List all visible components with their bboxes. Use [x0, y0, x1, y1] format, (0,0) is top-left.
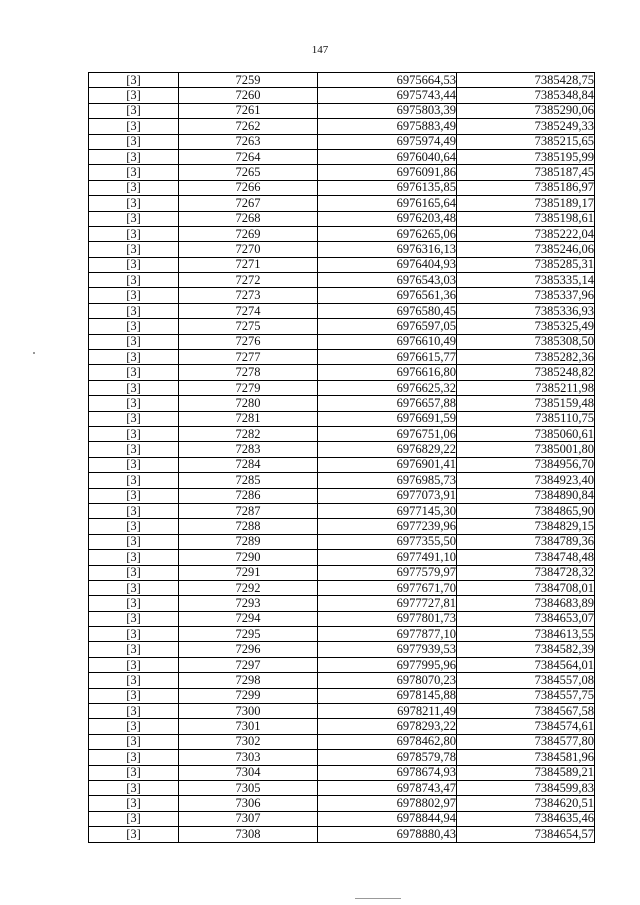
point-number-cell: 7294: [179, 611, 318, 626]
point-number-cell: 7300: [179, 704, 318, 719]
y-coordinate-cell: 7384577,80: [457, 734, 595, 749]
table-row: [89, 180, 595, 195]
row-ref-cell: [3]: [89, 242, 179, 257]
y-coordinate-cell: 7385060,61: [457, 426, 595, 441]
x-coordinate-cell: 6978844,94: [318, 811, 457, 826]
x-coordinate-cell: 6978802,97: [318, 796, 457, 811]
row-ref-cell: [3]: [89, 396, 179, 411]
row-ref-cell: [3]: [89, 134, 179, 149]
margin-mark: [33, 352, 35, 354]
row-ref-cell: [3]: [89, 319, 179, 334]
y-coordinate-cell: 7385001,80: [457, 442, 595, 457]
x-coordinate-cell: 6976543,03: [318, 273, 457, 288]
y-coordinate-cell: 7384620,51: [457, 796, 595, 811]
y-coordinate-cell: 7385249,33: [457, 119, 595, 134]
point-number-cell: 7302: [179, 734, 318, 749]
x-coordinate-cell: 6977579,97: [318, 565, 457, 580]
row-ref-cell: [3]: [89, 765, 179, 780]
x-coordinate-cell: 6977073,91: [318, 488, 457, 503]
x-coordinate-cell: 6976597,05: [318, 319, 457, 334]
x-coordinate-cell: 6978674,93: [318, 765, 457, 780]
point-number-cell: 7282: [179, 426, 318, 441]
point-number-cell: 7279: [179, 380, 318, 395]
row-ref-cell: [3]: [89, 780, 179, 795]
x-coordinate-cell: 6977355,50: [318, 534, 457, 549]
point-number-cell: 7265: [179, 165, 318, 180]
table-row: [89, 442, 595, 457]
point-number-cell: 7289: [179, 534, 318, 549]
y-coordinate-cell: 7384708,01: [457, 580, 595, 595]
point-number-cell: 7290: [179, 550, 318, 565]
table-row: [89, 103, 595, 118]
table-row: [89, 827, 595, 842]
row-ref-cell: [3]: [89, 226, 179, 241]
row-ref-cell: [3]: [89, 457, 179, 472]
table-row: [89, 426, 595, 441]
y-coordinate-cell: 7384789,36: [457, 534, 595, 549]
table-row: [89, 765, 595, 780]
point-number-cell: 7286: [179, 488, 318, 503]
point-number-cell: 7307: [179, 811, 318, 826]
table-body: [89, 73, 595, 843]
row-ref-cell: [3]: [89, 811, 179, 826]
row-ref-cell: [3]: [89, 719, 179, 734]
y-coordinate-cell: 7384582,39: [457, 642, 595, 657]
table-row: [89, 303, 595, 318]
y-coordinate-cell: 7385290,06: [457, 103, 595, 118]
y-coordinate-cell: 7385246,06: [457, 242, 595, 257]
table-row: [89, 196, 595, 211]
row-ref-cell: [3]: [89, 426, 179, 441]
x-coordinate-cell: 6976691,59: [318, 411, 457, 426]
row-ref-cell: [3]: [89, 611, 179, 626]
y-coordinate-cell: 7384574,61: [457, 719, 595, 734]
table-row: [89, 242, 595, 257]
point-number-cell: 7292: [179, 580, 318, 595]
row-ref-cell: [3]: [89, 503, 179, 518]
table-row: [89, 73, 595, 88]
y-coordinate-cell: 7385110,75: [457, 411, 595, 426]
y-coordinate-cell: 7385325,49: [457, 319, 595, 334]
x-coordinate-cell: 6978462,80: [318, 734, 457, 749]
table-row: [89, 688, 595, 703]
table-row: [89, 719, 595, 734]
row-ref-cell: [3]: [89, 73, 179, 88]
x-coordinate-cell: 6976657,88: [318, 396, 457, 411]
table-row: [89, 334, 595, 349]
table-row: [89, 550, 595, 565]
y-coordinate-cell: 7384613,55: [457, 627, 595, 642]
row-ref-cell: [3]: [89, 303, 179, 318]
y-coordinate-cell: 7384635,46: [457, 811, 595, 826]
point-number-cell: 7268: [179, 211, 318, 226]
point-number-cell: 7303: [179, 750, 318, 765]
point-number-cell: 7283: [179, 442, 318, 457]
x-coordinate-cell: 6976625,32: [318, 380, 457, 395]
y-coordinate-cell: 7384653,07: [457, 611, 595, 626]
x-coordinate-cell: 6976829,22: [318, 442, 457, 457]
x-coordinate-cell: 6978880,43: [318, 827, 457, 842]
table-row: [89, 580, 595, 595]
point-number-cell: 7263: [179, 134, 318, 149]
x-coordinate-cell: 6978211,49: [318, 704, 457, 719]
table-row: [89, 149, 595, 164]
y-coordinate-cell: 7385186,97: [457, 180, 595, 195]
table-row: [89, 488, 595, 503]
point-number-cell: 7299: [179, 688, 318, 703]
row-ref-cell: [3]: [89, 704, 179, 719]
x-coordinate-cell: 6976203,48: [318, 211, 457, 226]
table-row: [89, 750, 595, 765]
row-ref-cell: [3]: [89, 257, 179, 272]
y-coordinate-cell: 7384728,32: [457, 565, 595, 580]
row-ref-cell: [3]: [89, 442, 179, 457]
x-coordinate-cell: 6977801,73: [318, 611, 457, 626]
y-coordinate-cell: 7384748,48: [457, 550, 595, 565]
x-coordinate-cell: 6976615,77: [318, 350, 457, 365]
table-row: [89, 165, 595, 180]
y-coordinate-cell: 7385308,50: [457, 334, 595, 349]
y-coordinate-cell: 7385189,17: [457, 196, 595, 211]
y-coordinate-cell: 7384589,21: [457, 765, 595, 780]
x-coordinate-cell: 6977491,10: [318, 550, 457, 565]
x-coordinate-cell: 6976404,93: [318, 257, 457, 272]
table-row: [89, 411, 595, 426]
x-coordinate-cell: 6976610,49: [318, 334, 457, 349]
y-coordinate-cell: 7384557,75: [457, 688, 595, 703]
row-ref-cell: [3]: [89, 565, 179, 580]
point-number-cell: 7305: [179, 780, 318, 795]
table-row: [89, 257, 595, 272]
row-ref-cell: [3]: [89, 627, 179, 642]
row-ref-cell: [3]: [89, 411, 179, 426]
y-coordinate-cell: 7384654,57: [457, 827, 595, 842]
table-row: [89, 642, 595, 657]
point-number-cell: 7304: [179, 765, 318, 780]
row-ref-cell: [3]: [89, 350, 179, 365]
x-coordinate-cell: 6978070,23: [318, 673, 457, 688]
point-number-cell: 7285: [179, 473, 318, 488]
page-number: 147: [311, 44, 329, 56]
table-row: [89, 365, 595, 380]
y-coordinate-cell: 7384599,83: [457, 780, 595, 795]
point-number-cell: 7296: [179, 642, 318, 657]
x-coordinate-cell: 6978145,88: [318, 688, 457, 703]
row-ref-cell: [3]: [89, 519, 179, 534]
row-ref-cell: [3]: [89, 165, 179, 180]
table-row: [89, 596, 595, 611]
table-row: [89, 319, 595, 334]
x-coordinate-cell: 6976580,45: [318, 303, 457, 318]
y-coordinate-cell: 7385285,31: [457, 257, 595, 272]
y-coordinate-cell: 7385336,93: [457, 303, 595, 318]
row-ref-cell: [3]: [89, 534, 179, 549]
x-coordinate-cell: 6975803,39: [318, 103, 457, 118]
y-coordinate-cell: 7384890,84: [457, 488, 595, 503]
x-coordinate-cell: 6975883,49: [318, 119, 457, 134]
point-number-cell: 7269: [179, 226, 318, 241]
x-coordinate-cell: 6976040,64: [318, 149, 457, 164]
table-row: [89, 673, 595, 688]
row-ref-cell: [3]: [89, 734, 179, 749]
y-coordinate-cell: 7385335,14: [457, 273, 595, 288]
x-coordinate-cell: 6976901,41: [318, 457, 457, 472]
point-number-cell: 7306: [179, 796, 318, 811]
x-coordinate-cell: 6977239,96: [318, 519, 457, 534]
y-coordinate-cell: 7385187,45: [457, 165, 595, 180]
x-coordinate-cell: 6977939,53: [318, 642, 457, 657]
point-number-cell: 7308: [179, 827, 318, 842]
row-ref-cell: [3]: [89, 596, 179, 611]
point-number-cell: 7267: [179, 196, 318, 211]
table-row: [89, 457, 595, 472]
point-number-cell: 7277: [179, 350, 318, 365]
table-row: [89, 473, 595, 488]
row-ref-cell: [3]: [89, 488, 179, 503]
table-row: [89, 211, 595, 226]
row-ref-cell: [3]: [89, 88, 179, 103]
y-coordinate-cell: 7384567,58: [457, 704, 595, 719]
row-ref-cell: [3]: [89, 365, 179, 380]
table-row: [89, 611, 595, 626]
x-coordinate-cell: 6977671,70: [318, 580, 457, 595]
x-coordinate-cell: 6977727,81: [318, 596, 457, 611]
y-coordinate-cell: 7385337,96: [457, 288, 595, 303]
row-ref-cell: [3]: [89, 103, 179, 118]
y-coordinate-cell: 7384923,40: [457, 473, 595, 488]
point-number-cell: 7301: [179, 719, 318, 734]
x-coordinate-cell: 6975664,53: [318, 73, 457, 88]
y-coordinate-cell: 7385198,61: [457, 211, 595, 226]
table-row: [89, 380, 595, 395]
table-row: [89, 350, 595, 365]
x-coordinate-cell: 6976985,73: [318, 473, 457, 488]
x-coordinate-cell: 6976165,64: [318, 196, 457, 211]
row-ref-cell: [3]: [89, 642, 179, 657]
footer-line: [355, 898, 401, 899]
table-row: [89, 519, 595, 534]
x-coordinate-cell: 6977877,10: [318, 627, 457, 642]
coordinates-table: [88, 72, 595, 843]
point-number-cell: 7261: [179, 103, 318, 118]
row-ref-cell: [3]: [89, 196, 179, 211]
point-number-cell: 7262: [179, 119, 318, 134]
point-number-cell: 7281: [179, 411, 318, 426]
table-row: [89, 627, 595, 642]
point-number-cell: 7298: [179, 673, 318, 688]
point-number-cell: 7288: [179, 519, 318, 534]
row-ref-cell: [3]: [89, 180, 179, 195]
row-ref-cell: [3]: [89, 550, 179, 565]
row-ref-cell: [3]: [89, 334, 179, 349]
point-number-cell: 7260: [179, 88, 318, 103]
x-coordinate-cell: 6975974,49: [318, 134, 457, 149]
y-coordinate-cell: 7384581,96: [457, 750, 595, 765]
table-row: [89, 565, 595, 580]
table-row: [89, 273, 595, 288]
point-number-cell: 7293: [179, 596, 318, 611]
point-number-cell: 7259: [179, 73, 318, 88]
y-coordinate-cell: 7385159,48: [457, 396, 595, 411]
row-ref-cell: [3]: [89, 119, 179, 134]
row-ref-cell: [3]: [89, 211, 179, 226]
table-row: [89, 704, 595, 719]
table-row: [89, 396, 595, 411]
point-number-cell: 7280: [179, 396, 318, 411]
row-ref-cell: [3]: [89, 273, 179, 288]
row-ref-cell: [3]: [89, 149, 179, 164]
table-row: [89, 119, 595, 134]
y-coordinate-cell: 7385248,82: [457, 365, 595, 380]
point-number-cell: 7291: [179, 565, 318, 580]
x-coordinate-cell: 6976135,85: [318, 180, 457, 195]
table-row: [89, 734, 595, 749]
point-number-cell: 7276: [179, 334, 318, 349]
point-number-cell: 7273: [179, 288, 318, 303]
table-row: [89, 226, 595, 241]
table-row: [89, 657, 595, 672]
row-ref-cell: [3]: [89, 288, 179, 303]
row-ref-cell: [3]: [89, 380, 179, 395]
y-coordinate-cell: 7385428,75: [457, 73, 595, 88]
y-coordinate-cell: 7385215,65: [457, 134, 595, 149]
x-coordinate-cell: 6978579,78: [318, 750, 457, 765]
y-coordinate-cell: 7384564,01: [457, 657, 595, 672]
x-coordinate-cell: 6977145,30: [318, 503, 457, 518]
y-coordinate-cell: 7385195,99: [457, 149, 595, 164]
table-row: [89, 134, 595, 149]
y-coordinate-cell: 7384865,90: [457, 503, 595, 518]
row-ref-cell: [3]: [89, 580, 179, 595]
table-row: [89, 88, 595, 103]
table-row: [89, 503, 595, 518]
x-coordinate-cell: 6976616,80: [318, 365, 457, 380]
point-number-cell: 7271: [179, 257, 318, 272]
x-coordinate-cell: 6976091,86: [318, 165, 457, 180]
table-row: [89, 796, 595, 811]
row-ref-cell: [3]: [89, 673, 179, 688]
row-ref-cell: [3]: [89, 657, 179, 672]
table-row: [89, 780, 595, 795]
y-coordinate-cell: 7384956,70: [457, 457, 595, 472]
point-number-cell: 7275: [179, 319, 318, 334]
y-coordinate-cell: 7385282,36: [457, 350, 595, 365]
table-row: [89, 534, 595, 549]
point-number-cell: 7272: [179, 273, 318, 288]
table-row: [89, 811, 595, 826]
x-coordinate-cell: 6975743,44: [318, 88, 457, 103]
point-number-cell: 7274: [179, 303, 318, 318]
x-coordinate-cell: 6978293,22: [318, 719, 457, 734]
x-coordinate-cell: 6976751,06: [318, 426, 457, 441]
y-coordinate-cell: 7385348,84: [457, 88, 595, 103]
y-coordinate-cell: 7385211,98: [457, 380, 595, 395]
point-number-cell: 7278: [179, 365, 318, 380]
row-ref-cell: [3]: [89, 750, 179, 765]
row-ref-cell: [3]: [89, 688, 179, 703]
row-ref-cell: [3]: [89, 473, 179, 488]
point-number-cell: 7264: [179, 149, 318, 164]
row-ref-cell: [3]: [89, 827, 179, 842]
y-coordinate-cell: 7385222,04: [457, 226, 595, 241]
point-number-cell: 7270: [179, 242, 318, 257]
point-number-cell: 7295: [179, 627, 318, 642]
row-ref-cell: [3]: [89, 796, 179, 811]
point-number-cell: 7297: [179, 657, 318, 672]
y-coordinate-cell: 7384683,89: [457, 596, 595, 611]
y-coordinate-cell: 7384829,15: [457, 519, 595, 534]
point-number-cell: 7266: [179, 180, 318, 195]
y-coordinate-cell: 7384557,08: [457, 673, 595, 688]
x-coordinate-cell: 6978743,47: [318, 780, 457, 795]
x-coordinate-cell: 6977995,96: [318, 657, 457, 672]
x-coordinate-cell: 6976265,06: [318, 226, 457, 241]
table-row: [89, 288, 595, 303]
point-number-cell: 7287: [179, 503, 318, 518]
x-coordinate-cell: 6976316,13: [318, 242, 457, 257]
point-number-cell: 7284: [179, 457, 318, 472]
x-coordinate-cell: 6976561,36: [318, 288, 457, 303]
